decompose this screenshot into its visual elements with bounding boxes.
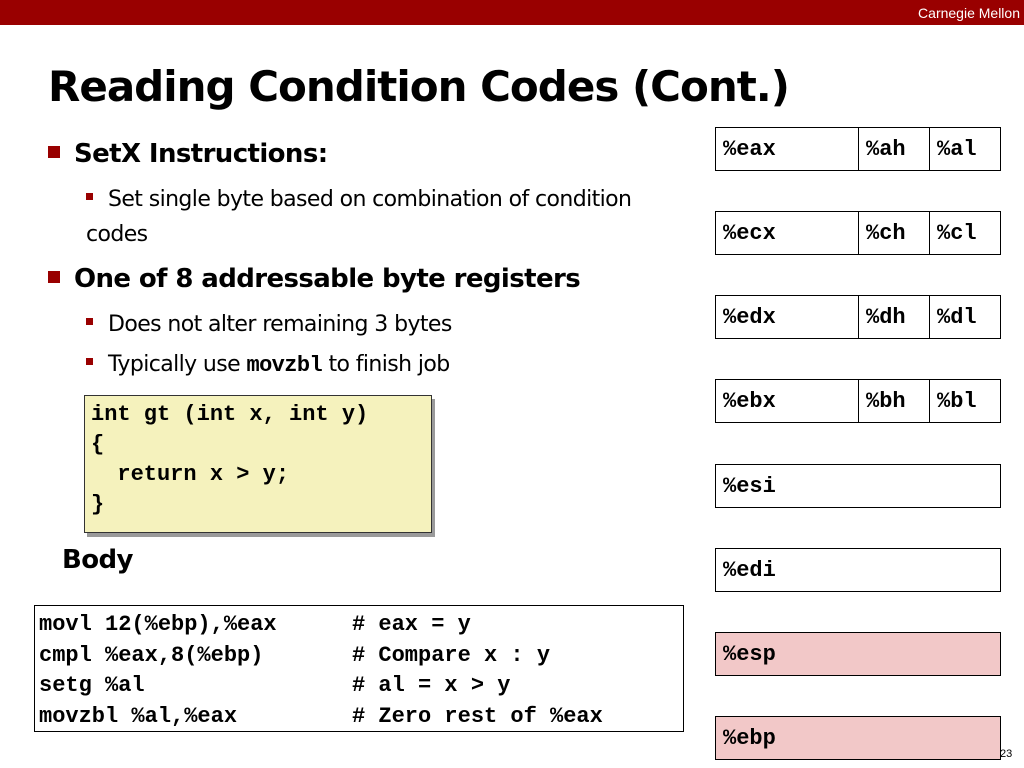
c-code-box — [84, 395, 432, 533]
sub-bullet-text: Does not alter remaining 3 bytes — [108, 312, 452, 337]
register-eax — [715, 127, 1001, 171]
asm-comment: # al = x > y — [352, 673, 511, 698]
register-edi — [715, 548, 1001, 592]
brand-label: Carnegie Mellon — [918, 5, 1020, 21]
bullet-byte-registers — [48, 264, 580, 294]
code-line: int gt (int x, int y) — [91, 402, 369, 427]
code-line: } — [91, 492, 105, 517]
register-esp — [715, 632, 1001, 676]
register-low-byte: %cl — [937, 220, 977, 246]
assembly-box — [34, 605, 684, 732]
register-ebp — [715, 716, 1001, 760]
asm-instruction: movl 12(%ebp),%eax — [39, 612, 277, 637]
register-edx — [715, 295, 1001, 339]
register-high-byte: %ch — [859, 212, 930, 254]
body-label: Body — [62, 545, 133, 575]
asm-instruction: cmpl %eax,8(%ebp) — [39, 642, 264, 668]
sub-bullet-not-alter — [86, 307, 696, 342]
sub-bullet-movzbl — [86, 347, 696, 383]
bullet-square-icon — [86, 193, 93, 200]
register-low-byte: %dl — [937, 304, 977, 330]
bullet-square-icon — [48, 146, 60, 158]
sub-bullet-text-post: to finish job — [322, 352, 450, 377]
asm-row — [39, 641, 683, 672]
code-line: return x > y; — [91, 462, 290, 487]
asm-row — [39, 610, 683, 641]
bullet-square-icon — [86, 358, 93, 365]
register-esi — [715, 464, 1001, 508]
bullet-setx — [48, 139, 328, 169]
bullet-square-icon — [48, 271, 60, 283]
slide-title: Reading Condition Codes (Cont.) — [48, 62, 789, 111]
register-name: %esp — [723, 641, 776, 667]
sub-bullet-set-single-byte — [86, 182, 696, 252]
code-line: { — [91, 432, 105, 457]
register-ecx — [715, 211, 1001, 255]
register-high-byte: %bh — [859, 380, 930, 422]
asm-comment: # Zero rest of %eax — [352, 703, 603, 729]
asm-instruction: setg %al — [39, 673, 145, 698]
bullet-text: SetX Instructions: — [74, 139, 328, 169]
asm-row — [39, 702, 683, 733]
sub-bullet-text: Set single byte based on combination of condition codes — [86, 187, 632, 247]
register-low-byte: %al — [937, 136, 977, 162]
register-high-byte: %ah — [859, 128, 930, 170]
asm-row — [39, 671, 683, 702]
asm-instruction: movzbl %al,%eax — [39, 703, 238, 729]
bullet-text: One of 8 addressable byte registers — [74, 264, 581, 294]
header-bar — [0, 0, 1024, 25]
bullet-square-icon — [86, 318, 93, 325]
inline-code: movzbl — [246, 353, 323, 378]
asm-comment: # Compare x : y — [352, 642, 551, 668]
register-name: %ecx — [716, 212, 859, 254]
sub-bullet-text-pre: Typically use — [108, 352, 247, 377]
register-name: %esi — [723, 473, 776, 499]
register-name: %ebp — [723, 725, 776, 751]
register-name: %edx — [716, 296, 859, 338]
register-low-byte: %bl — [937, 388, 977, 414]
register-name: %ebx — [716, 380, 859, 422]
register-name: %edi — [723, 557, 776, 583]
page-number: 23 — [1000, 748, 1013, 760]
asm-comment: # eax = y — [352, 612, 471, 637]
register-high-byte: %dh — [859, 296, 930, 338]
register-ebx — [715, 379, 1001, 423]
register-name: %eax — [716, 128, 859, 170]
